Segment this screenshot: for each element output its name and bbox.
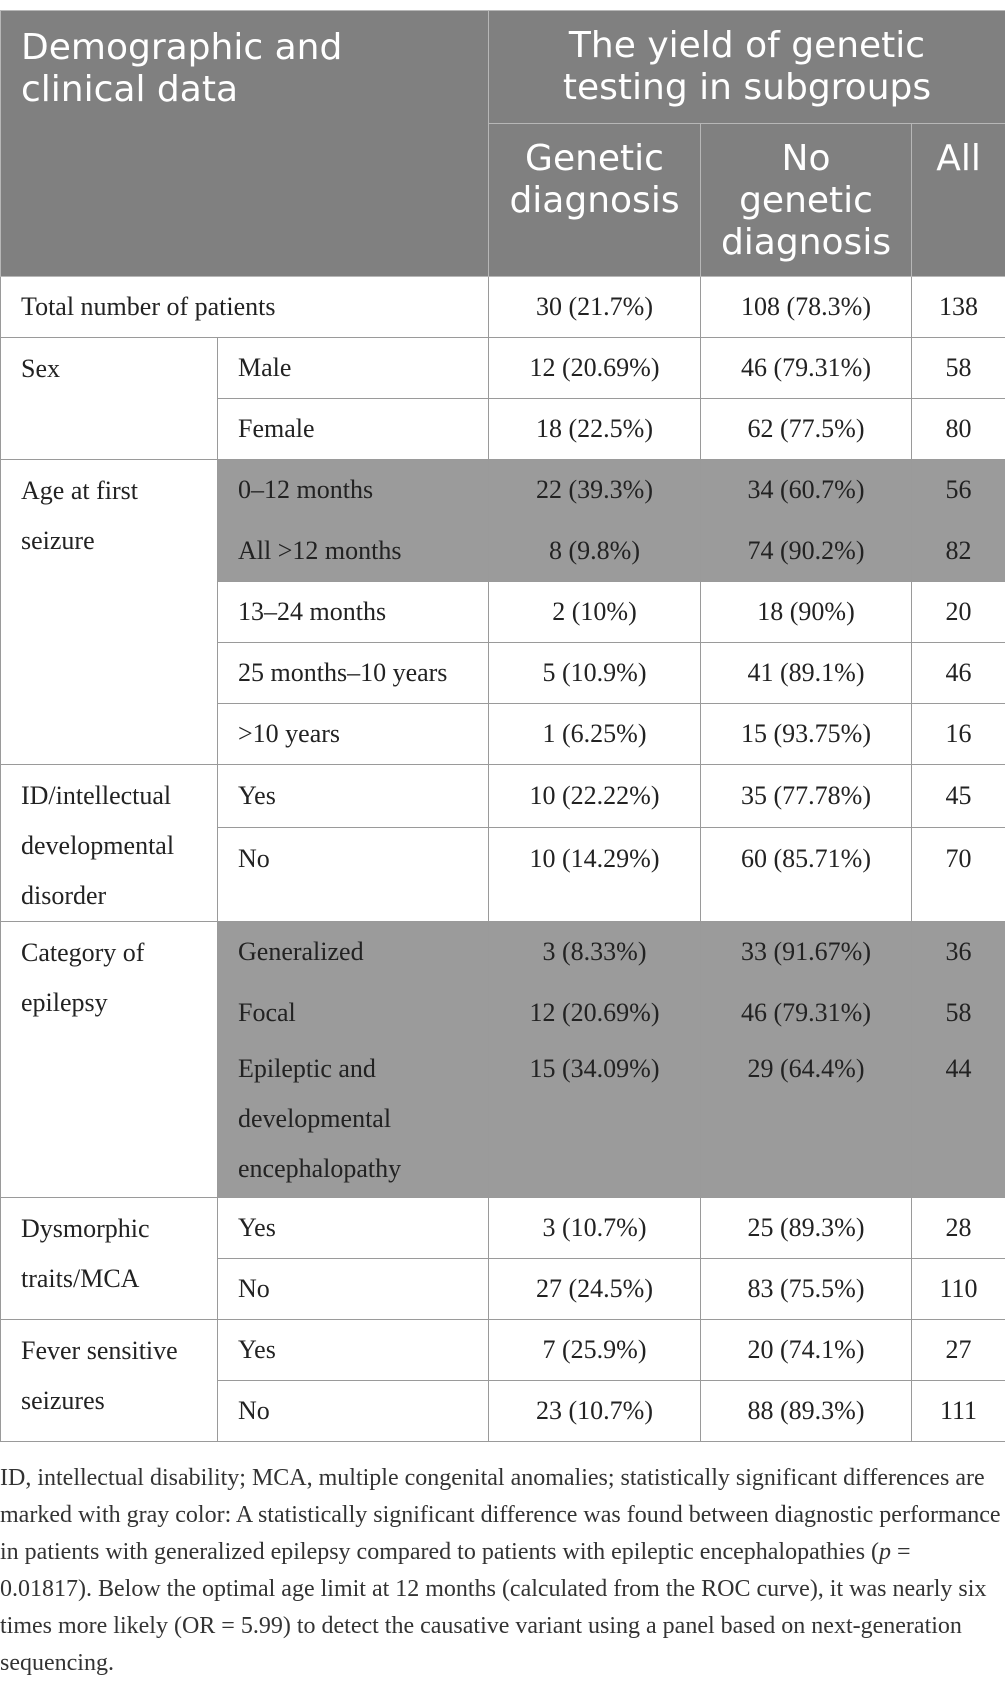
cell-all: 82 <box>912 521 1005 582</box>
cell-no-genetic: 88 (89.3%) <box>701 1381 912 1442</box>
header-no-genetic-diagnosis: No genetic diagnosis <box>701 124 912 277</box>
row-label: No <box>218 1259 489 1320</box>
cell-genetic: 12 (20.69%) <box>489 983 701 1044</box>
cell-genetic: 8 (9.8%) <box>489 521 701 582</box>
cell-genetic: 3 (10.7%) <box>489 1198 701 1259</box>
cell-genetic: 2 (10%) <box>489 582 701 643</box>
row-label: Yes <box>218 765 489 828</box>
row-label: No <box>218 1381 489 1442</box>
total-label: Total number of patients <box>1 277 489 338</box>
table-row <box>1 765 1005 828</box>
cell-all: 46 <box>912 643 1005 704</box>
table-row <box>1 338 1005 399</box>
cell-genetic: 10 (22.22%) <box>489 765 701 828</box>
row-label: Generalized <box>218 922 489 983</box>
row-label: 25 months–10 years <box>218 643 489 704</box>
group-label-sex: Sex <box>1 338 218 460</box>
header-genetic-diagnosis: Genetic diagnosis <box>489 124 701 277</box>
group-label-age: Age at first seizure <box>1 460 218 765</box>
cell-all: 56 <box>912 460 1005 521</box>
row-label: Female <box>218 399 489 460</box>
cell-no-genetic: 46 (79.31%) <box>701 338 912 399</box>
cell-no-genetic: 34 (60.7%) <box>701 460 912 521</box>
header-yield: The yield of genetic testing in subgroups <box>489 11 1005 124</box>
total-no-genetic: 108 (78.3%) <box>701 277 912 338</box>
cell-genetic: 23 (10.7%) <box>489 1381 701 1442</box>
cell-genetic: 1 (6.25%) <box>489 704 701 765</box>
cell-no-genetic: 29 (64.4%) <box>701 1044 912 1198</box>
row-label: No <box>218 827 489 921</box>
cell-all: 36 <box>912 922 1005 983</box>
cell-genetic: 7 (25.9%) <box>489 1320 701 1381</box>
table-row <box>1 1320 1005 1381</box>
row-label: Focal <box>218 983 489 1044</box>
genetic-yield-table <box>0 10 1005 1442</box>
row-label: Epileptic and developmental encephalopathy <box>218 1044 489 1198</box>
row-label: >10 years <box>218 704 489 765</box>
group-label-epilepsy: Category of epilepsy <box>1 922 218 1198</box>
group-label-dysmorphic: Dysmorphic traits/MCA <box>1 1198 218 1320</box>
table-row <box>1 460 1005 521</box>
table-container <box>0 10 1005 1442</box>
row-label: Yes <box>218 1198 489 1259</box>
cell-no-genetic: 41 (89.1%) <box>701 643 912 704</box>
footnote-part1: ID, intellectual disability; MCA, multiple congenital anomalies; statistically significant differences are marked with gray color: A statistically significant difference was found between diagnostic performance in patients with generalized epilepsy compared to patients with epileptic encephalopathies ( <box>0 1465 1001 1565</box>
cell-all: 58 <box>912 983 1005 1044</box>
cell-no-genetic: 25 (89.3%) <box>701 1198 912 1259</box>
table-row <box>1 1198 1005 1259</box>
cell-all: 20 <box>912 582 1005 643</box>
header-row <box>1 11 1005 124</box>
cell-no-genetic: 83 (75.5%) <box>701 1259 912 1320</box>
cell-all: 58 <box>912 338 1005 399</box>
cell-no-genetic: 60 (85.71%) <box>701 827 912 921</box>
cell-genetic: 12 (20.69%) <box>489 338 701 399</box>
cell-genetic: 5 (10.9%) <box>489 643 701 704</box>
cell-no-genetic: 33 (91.67%) <box>701 922 912 983</box>
cell-all: 70 <box>912 827 1005 921</box>
cell-all: 111 <box>912 1381 1005 1442</box>
row-label: 13–24 months <box>218 582 489 643</box>
header-all: All <box>912 124 1005 277</box>
cell-genetic: 15 (34.09%) <box>489 1044 701 1198</box>
cell-all: 80 <box>912 399 1005 460</box>
table-row <box>1 277 1005 338</box>
row-label: Yes <box>218 1320 489 1381</box>
cell-genetic: 27 (24.5%) <box>489 1259 701 1320</box>
cell-genetic: 18 (22.5%) <box>489 399 701 460</box>
row-label: All >12 months <box>218 521 489 582</box>
cell-no-genetic: 20 (74.1%) <box>701 1320 912 1381</box>
group-label-fever: Fever sensitive seizures <box>1 1320 218 1442</box>
footnote-p-symbol: p <box>879 1539 892 1565</box>
cell-no-genetic: 15 (93.75%) <box>701 704 912 765</box>
cell-no-genetic: 74 (90.2%) <box>701 521 912 582</box>
group-label-id: ID/intellectual developmental disorder <box>1 765 218 922</box>
footnote-part2: = 0.01817). Below the optimal age limit at 12 months (calculated from the ROC curve), it was nearly six times more likely (OR = 5.99) to detect the causative variant using a panel based on next-generation sequencing. <box>0 1539 987 1676</box>
row-label: 0–12 months <box>218 460 489 521</box>
cell-all: 44 <box>912 1044 1005 1198</box>
cell-no-genetic: 18 (90%) <box>701 582 912 643</box>
cell-all: 45 <box>912 765 1005 828</box>
cell-genetic: 22 (39.3%) <box>489 460 701 521</box>
cell-genetic: 3 (8.33%) <box>489 922 701 983</box>
cell-no-genetic: 62 (77.5%) <box>701 399 912 460</box>
cell-genetic: 10 (14.29%) <box>489 827 701 921</box>
cell-no-genetic: 46 (79.31%) <box>701 983 912 1044</box>
cell-all: 16 <box>912 704 1005 765</box>
total-all: 138 <box>912 277 1005 338</box>
cell-all: 110 <box>912 1259 1005 1320</box>
total-genetic: 30 (21.7%) <box>489 277 701 338</box>
cell-all: 27 <box>912 1320 1005 1381</box>
row-label: Male <box>218 338 489 399</box>
table-footnote <box>0 1460 1005 1682</box>
table-row <box>1 922 1005 983</box>
cell-all: 28 <box>912 1198 1005 1259</box>
cell-no-genetic: 35 (77.78%) <box>701 765 912 828</box>
header-demographic: Demographic and clinical data <box>1 11 489 277</box>
